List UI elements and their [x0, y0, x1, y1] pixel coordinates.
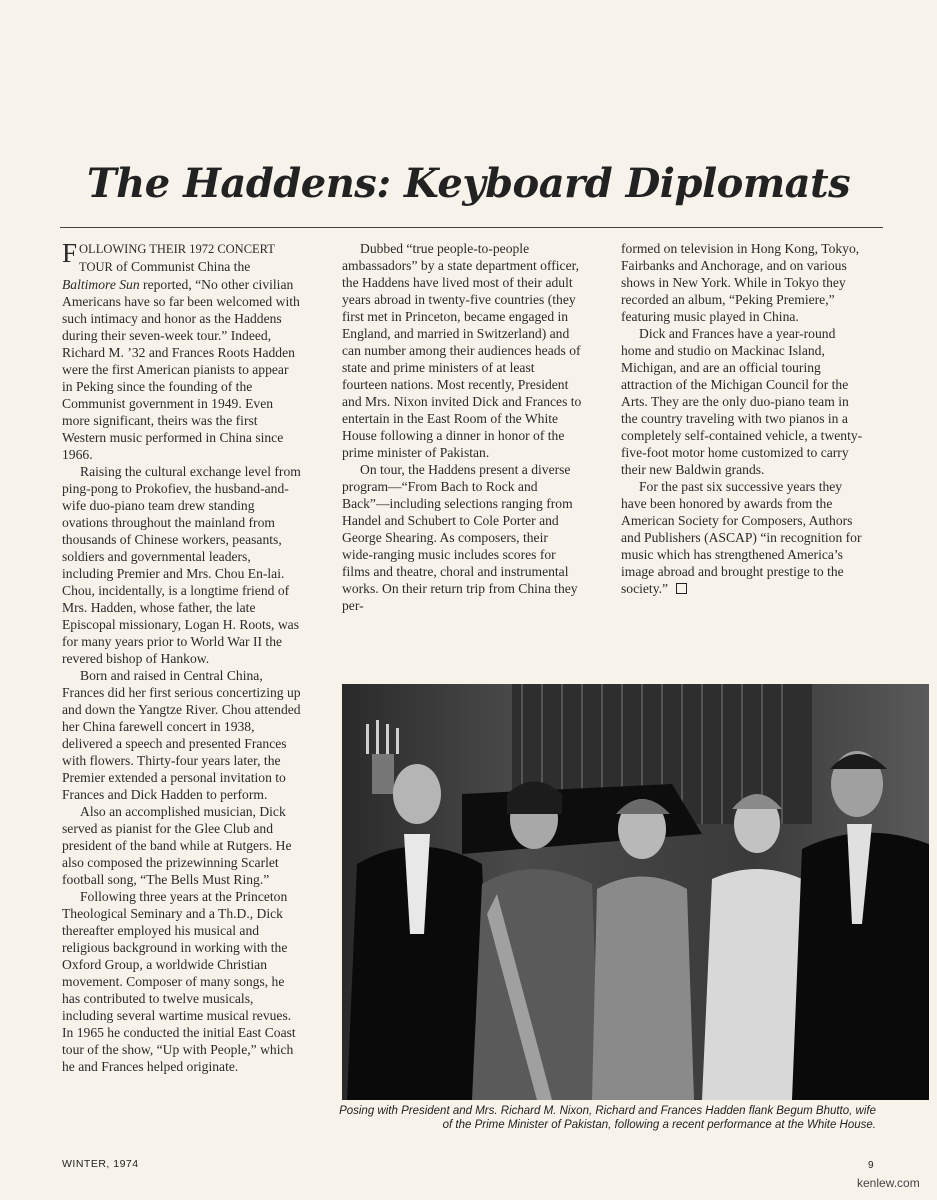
col1-p1-text-a: of Communist China the	[112, 259, 251, 274]
col1-p1-text-b: reported, “No other civilian Americans have so far been welcomed with such intimacy and honor as the Haddens during their seven-week tour.” Indeed, Richard M. ’32 and Frances Roots Hadden were the first American pianists to appear in Peking since the founding of the Communist government in 1949. Even more significant, theirs was the first Western music performed in China since 1966.	[62, 277, 300, 462]
col1-paragraph-4: Also an accomplished musician, Dick served as pianist for the Glee Club and president of the band while at Rutgers. He also composed the prizewinning Scarlet football song, “The Bells Must Ring.”	[62, 804, 292, 887]
column-2	[342, 240, 582, 614]
col1-paragraph-5: Following three years at the Princeton Theological Seminary and a Th.D., Dick thereafter employed his musical and religious background in working with the Oxford Group, a worldwide Christian movement. Composer of many songs, he has contributed to twelve musicals, including several wartime musical revues. In 1965 he conducted the initial East Coast tour of the show, “Up with People,” which he and Frances helped originate.	[62, 889, 296, 1074]
col1-paragraph-2: Raising the cultural exchange level from ping-pong to Prokofiev, the husband-and-wife duo-piano team drew standing ovations throughout the mainland from thousands of Chinese workers, peasants, soldiers and governmental leaders, including Premier and Mrs. Chou En-lai. Chou, incidentally, is a longtime friend of Mrs. Hadden, whose father, the late Episcopal missionary, Logan H. Roots, was for many years prior to World War II the revered bishop of Hankow.	[62, 464, 301, 666]
col2-paragraph-1: Dubbed “true people-to-people ambassadors” by a state department officer, the Haddens have lived most of their adult years abroad in twenty-five countries (they first met in Princeton, became engaged in England, and married in Switzerland) and can number among their audiences heads of state and prime ministers of at least fourteen nations. Most recently, President and Mrs. Nixon invited Dick and Frances to entertain in the East Room of the White House following a dinner in honor of the prime minister of Pakistan.	[342, 241, 582, 460]
photo-illustration	[342, 684, 929, 1100]
issue-date: WINTER, 1974	[62, 1158, 139, 1170]
col3-p3-text: For the past six successive years they have been honored by awards from the American Society for Composers, Authors and Publishers (ASCAP) “in recognition for music which has strengthened America’s image abroad and brought prestige to the society.”	[621, 479, 862, 596]
photo-caption: Posing with President and Mrs. Richard M. Nixon, Richard and Frances Hadden flank Begum Bhutto, wife of the Prime Minister of Pakistan, following a recent performance at the White House.	[339, 1105, 876, 1131]
drop-cap: F	[62, 238, 78, 268]
column-1	[62, 240, 302, 1075]
col3-paragraph-3	[621, 478, 864, 597]
column-3	[621, 240, 864, 597]
newspaper-name: Baltimore Sun	[62, 277, 140, 292]
col2-paragraph-2: On tour, the Haddens present a diverse program—“From Bach to Rock and Back”—including selections ranging from Handel and Schubert to Cole Porter and George Shearing. As composers, their wide-ranging music includes scores for films and theatre, choral and instrumental works. On their return trip from China they per-	[342, 462, 578, 613]
lead-small-caps: OLLOWING THEIR 1972 CONCERT TOUR	[79, 242, 275, 274]
title-rule	[60, 227, 883, 228]
col3-paragraph-2: Dick and Frances have a year-round home and studio on Mackinac Island, Michigan, and are an official touring attraction of the Michigan Council for the Arts. They are the only duo-piano team in the country traveling with two pianos in a completely self-contained vehicle, a twenty-five-foot motor home customized to carry their new Baldwin grands.	[621, 326, 863, 477]
col3-paragraph-1: formed on television in Hong Kong, Tokyo, Fairbanks and Anchorage, and on various shows in New York. While in Tokyo they recorded an album, “Peking Premiere,” featuring music played in China.	[621, 241, 860, 324]
white-house-photo	[342, 684, 929, 1100]
page-number: 9	[868, 1160, 874, 1171]
watermark-text: kenlew.com	[857, 1176, 920, 1190]
col1-paragraph-3: Born and raised in Central China, Frances did her first serious concertizing up and down the Yangtze River. Chou attended her China farewell concert in 1938, delivered a speech and presented Frances with flowers. Thirty-four years later, the Premier extended a personal invitation to Frances and Dick Hadden to perform.	[62, 668, 301, 802]
end-mark-icon	[676, 583, 687, 594]
col1-paragraph-1	[62, 240, 302, 463]
article-title: The Haddens: Keyboard Diplomats	[86, 160, 851, 207]
